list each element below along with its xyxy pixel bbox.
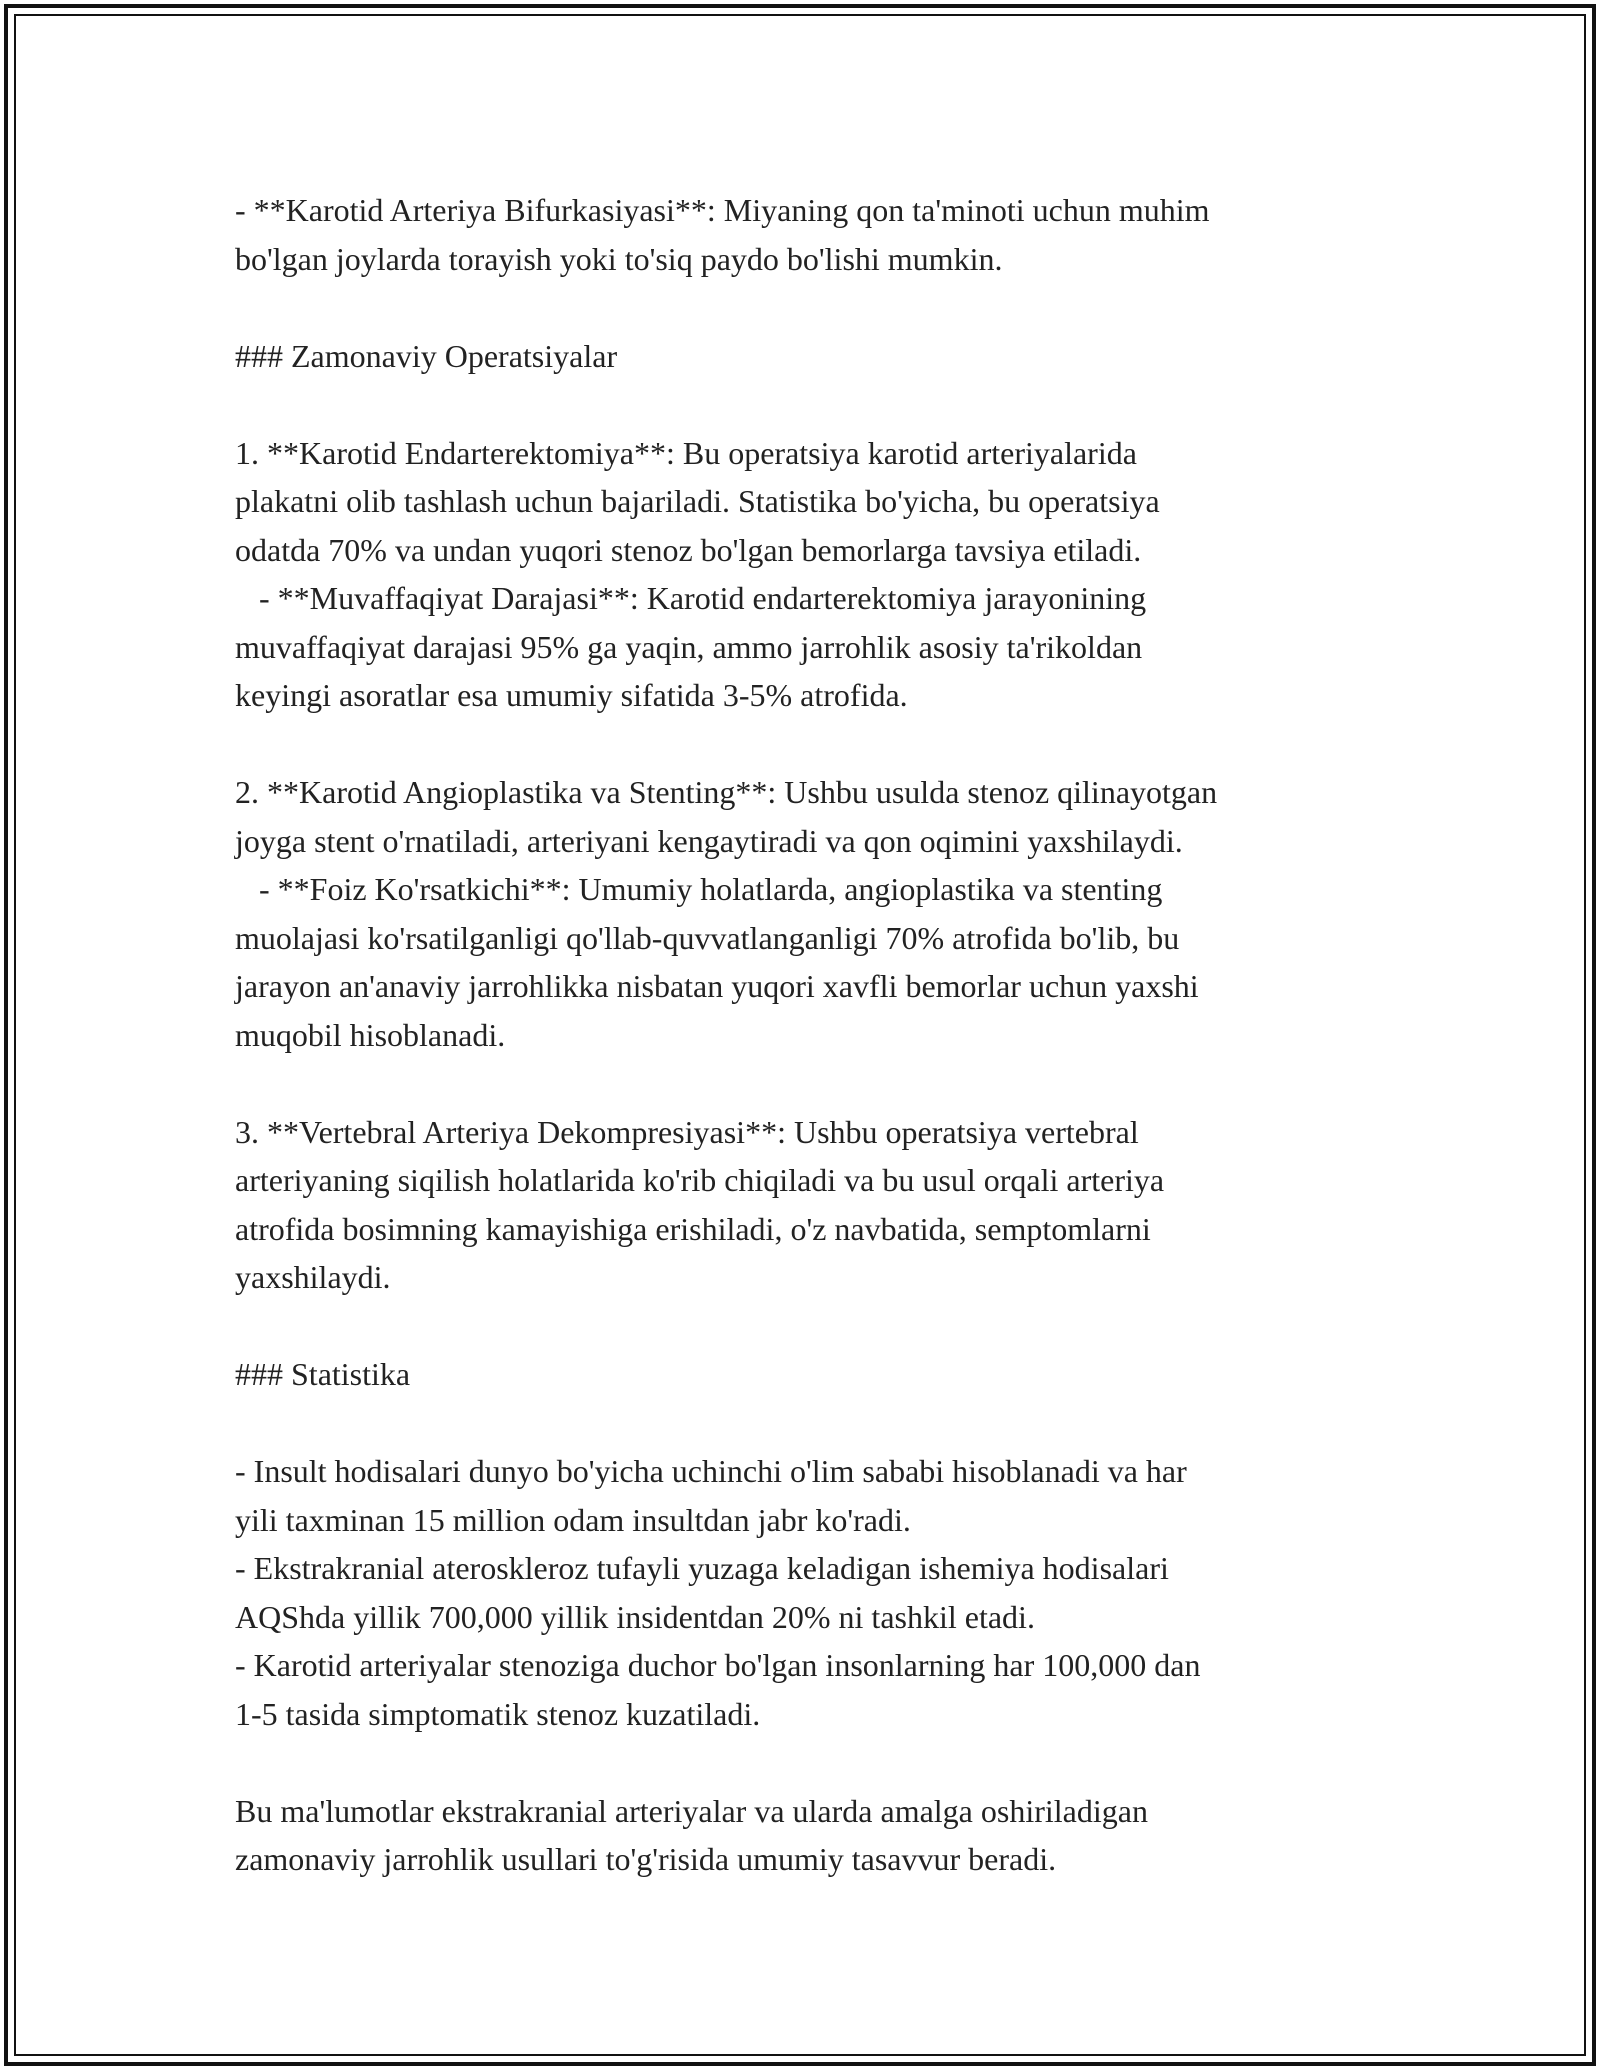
text-line: muolajasi ko'rsatilganligi qo'llab-quvvatlanganligi 70% atrofida bo'lib, bu bbox=[235, 919, 1180, 956]
paragraph bbox=[235, 186, 1385, 283]
paragraph-gap bbox=[235, 1399, 1385, 1448]
text-line: - Ekstrakranial ateroskleroz tufayli yuzaga keladigan ishemiya hodisalari bbox=[235, 1550, 1169, 1586]
text-line: joyga stent o'rnatiladi, arteriyani kengaytiradi va qon oqimini yaxshilaydi. bbox=[235, 822, 1183, 859]
paragraph bbox=[235, 429, 1385, 720]
text-line: arteriyaning siqilish holatlarida ko'rib chiqiladi va bu usul orqali arteriya bbox=[235, 1162, 1165, 1198]
text-line: 3. **Vertebral Arteriya Dekompresiyasi**: Ushbu operatsiya vertebral bbox=[235, 1113, 1139, 1150]
text-line: yaxshilaydi. bbox=[235, 1259, 391, 1295]
text-line: yili taxminan 15 million odam insultdan jabr ko'radi. bbox=[235, 1501, 911, 1538]
text-line: muvaffaqiyat darajasi 95% ga yaqin, ammo jarrohlik asosiy ta'rikoldan bbox=[235, 628, 1143, 665]
text-line: plakatni olib tashlash uchun bajariladi. Statistika bo'yicha, bu operatsiya bbox=[235, 483, 1160, 519]
text-line: 1. **Karotid Endarterektomiya**: Bu operatsiya karotid arteriyalarida bbox=[235, 434, 1137, 471]
paragraph-gap bbox=[235, 1738, 1385, 1787]
text-line: atrofida bosimning kamayishiga erishiladi, o'z navbatida, semptomlarni bbox=[235, 1210, 1151, 1247]
paragraph bbox=[235, 1447, 1385, 1738]
paragraph-gap bbox=[235, 1059, 1385, 1108]
text-line: - Insult hodisalari dunyo bo'yicha uchinchi o'lim sababi hisoblanadi va har bbox=[235, 1453, 1187, 1489]
text-line: - **Karotid Arteriya Bifurkasiyasi**: Miyaning qon ta'minoti uchun muhim bbox=[235, 192, 1210, 228]
text-line: ### Zamonaviy Operatsiyalar bbox=[235, 337, 618, 374]
paragraph-gap bbox=[235, 380, 1385, 429]
paragraph bbox=[235, 1108, 1385, 1302]
text-line: ### Statistika bbox=[235, 1356, 411, 1392]
paragraph bbox=[235, 1787, 1385, 1884]
text-line: bo'lgan joylarda torayish yoki to'siq paydo bo'lishi mumkin. bbox=[235, 240, 1003, 277]
document-body bbox=[235, 186, 1385, 1884]
paragraph-gap bbox=[235, 283, 1385, 332]
paragraph-gap bbox=[235, 1302, 1385, 1351]
text-line: - **Foiz Ko'rsatkichi**: Umumiy holatlarda, angioplastika va stenting bbox=[235, 871, 1163, 907]
paragraph-gap bbox=[235, 720, 1385, 769]
text-line: 2. **Karotid Angioplastika va Stenting**: Ushbu usulda stenoz qilinayotgan bbox=[235, 774, 1218, 810]
text-line: jarayon an'anaviy jarrohlikka nisbatan yuqori xavfli bemorlar uchun yaxshi bbox=[235, 968, 1199, 1004]
text-line: - Karotid arteriyalar stenoziga duchor bo'lgan insonlarning har 100,000 dan bbox=[235, 1647, 1201, 1683]
text-line: odatda 70% va undan yuqori stenoz bo'lgan bemorlarga tavsiya etiladi. bbox=[235, 531, 1142, 568]
text-line: zamonaviy jarrohlik usullari to'g'risida umumiy tasavvur beradi. bbox=[235, 1841, 1057, 1877]
text-line: - **Muvaffaqiyat Darajasi**: Karotid endarterektomiya jarayonining bbox=[235, 580, 1147, 616]
text-line: 1-5 tasida simptomatik stenoz kuzatiladi. bbox=[235, 1695, 761, 1732]
text-line: AQShda yillik 700,000 yillik insidentdan 20% ni tashkil etadi. bbox=[235, 1598, 1035, 1635]
text-line: keyingi asoratlar esa umumiy sifatida 3-5% atrofida. bbox=[235, 677, 908, 713]
section-heading bbox=[235, 1350, 1385, 1399]
text-line: muqobil hisoblanadi. bbox=[235, 1016, 506, 1053]
section-heading bbox=[235, 332, 1385, 381]
text-line: Bu ma'lumotlar ekstrakranial arteriyalar va ularda amalga oshiriladigan bbox=[235, 1792, 1148, 1829]
paragraph bbox=[235, 768, 1385, 1059]
